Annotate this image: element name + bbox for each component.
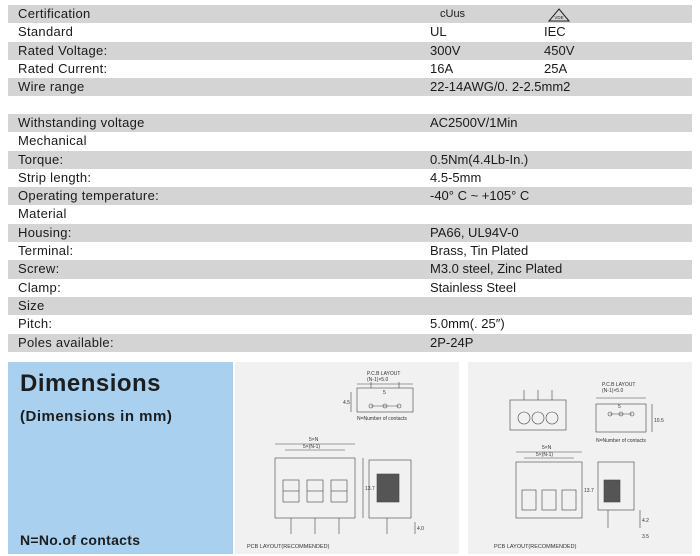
- spec-value-ul: 4.5-5mm: [430, 169, 482, 185]
- spec-label: Pitch:: [18, 316, 53, 332]
- spec-label: Torque:: [18, 151, 64, 167]
- dim-h-2: 13.7: [584, 488, 594, 494]
- contacts-note: N=No.of contacts: [20, 532, 141, 548]
- contacts-note-1: N=Number of contacts: [357, 416, 407, 422]
- spec-row: [8, 42, 692, 60]
- spec-value-ul: 2P-24P: [430, 334, 474, 350]
- spec-value-ul: PA66, UL94V-0: [430, 224, 519, 240]
- spec-value-ul: 0.5Nm(4.4Lb-In.): [430, 151, 529, 167]
- spec-label: Certification: [18, 6, 91, 21]
- drawing-angled-connector: [468, 362, 692, 554]
- spec-value-ul: Brass, Tin Plated: [430, 243, 529, 259]
- pcb-formula-1: (N-1)×5.0: [367, 377, 389, 383]
- pcb-dim-5-2: 5: [618, 404, 621, 410]
- spec-label: Operating temperature:: [18, 188, 160, 204]
- technical-drawing-1: [235, 362, 459, 554]
- spec-value-ul: M3.0 steel, Zinc Plated: [430, 261, 563, 277]
- dim-pin-2: 4.2: [642, 518, 649, 524]
- technical-drawing-2: [468, 362, 692, 554]
- spec-label: Screw:: [18, 261, 60, 277]
- dim-pin-1: 4.0: [417, 526, 424, 532]
- spec-row: [8, 279, 692, 297]
- contacts-note-2: N=Number of contacts: [596, 438, 646, 444]
- dimensions-subtitle: (Dimensions in mm): [20, 408, 173, 425]
- spec-row: [8, 169, 692, 187]
- ul-logo: cUus: [440, 8, 466, 20]
- spec-row: [8, 224, 692, 242]
- pcb-layout-label-2: P.C.B LAYOUT: [602, 382, 636, 388]
- spec-label: Material: [18, 206, 67, 222]
- spec-table: [8, 5, 692, 352]
- spec-label: Poles available:: [18, 334, 114, 350]
- spec-value-ul: 16A: [430, 60, 454, 76]
- spec-label: Mechanical: [18, 133, 87, 149]
- spec-value-iec: 450V: [544, 42, 575, 58]
- spec-row: [8, 60, 692, 78]
- spec-label: Rated Voltage:: [18, 42, 108, 58]
- drawing-straight-connector: [235, 362, 459, 554]
- spec-row: [8, 151, 692, 169]
- spec-row: [8, 334, 692, 352]
- spec-row: [8, 132, 692, 150]
- dim-b-1: 5×(N-1): [303, 444, 321, 450]
- spec-label: Housing:: [18, 224, 72, 240]
- spec-label: Withstanding voltage: [18, 114, 145, 130]
- spec-value-ul: 5.0mm(. 25″): [430, 316, 505, 332]
- spec-label: Wire range: [18, 79, 85, 95]
- spec-row: [8, 297, 692, 315]
- spec-row: [8, 5, 692, 23]
- spec-row: [8, 78, 692, 96]
- pcb-dim-5-1: 5: [383, 390, 386, 396]
- spec-row: [8, 315, 692, 333]
- spec-label: Terminal:: [18, 243, 74, 259]
- svg-text:VDE: VDE: [554, 14, 564, 20]
- spec-value-iec: 25A: [544, 60, 568, 76]
- spec-row: [8, 96, 692, 114]
- spec-label: Standard: [18, 24, 74, 40]
- pcb-dim-side-1: 4.5: [343, 400, 350, 406]
- spec-label: Strip length:: [18, 169, 92, 185]
- dim-pin2-2: 3.5: [642, 534, 649, 540]
- pcb-caption-2: PCB LAYOUT(RECOMMENDED): [494, 544, 577, 550]
- spec-label: Rated Current:: [18, 60, 108, 76]
- spec-value-ul: AC2500V/1Min: [430, 114, 518, 130]
- spec-row: [8, 114, 692, 132]
- spec-value-ul: 22-14AWG/0. 2-2.5mm2: [430, 79, 571, 95]
- spec-row: [8, 260, 692, 278]
- pcb-caption-1: PCB LAYOUT(RECOMMENDED): [247, 544, 330, 550]
- spec-value-ul: Stainless Steel: [430, 279, 516, 295]
- spec-value-ul: -40° C ~ +105° C: [430, 188, 530, 204]
- dim-b-2: 5×(N-1): [536, 452, 554, 458]
- pcb-formula-2: (N-1)×5.0: [602, 388, 624, 394]
- dim-h-1: 13.7: [365, 486, 375, 492]
- spec-row: [8, 187, 692, 205]
- pcb-layout-label-1: P.C.B LAYOUT: [367, 371, 401, 377]
- dim-a-1: 5×N: [309, 437, 319, 443]
- dimensions-panel: [8, 362, 233, 554]
- spec-row: [8, 242, 692, 260]
- pcb-dim-side-2: 10.5: [654, 418, 664, 424]
- spec-value-iec: IEC: [544, 24, 566, 40]
- spec-value-ul: UL: [430, 24, 447, 40]
- dim-a-2: 5×N: [542, 445, 552, 451]
- spec-label: Size: [18, 297, 45, 313]
- spec-value-ul: 300V: [430, 42, 461, 58]
- vde-logo: [548, 5, 570, 23]
- spec-row: [8, 205, 692, 223]
- dimensions-title: Dimensions: [20, 370, 162, 397]
- spec-label: Clamp:: [18, 279, 61, 295]
- spec-row: [8, 23, 692, 41]
